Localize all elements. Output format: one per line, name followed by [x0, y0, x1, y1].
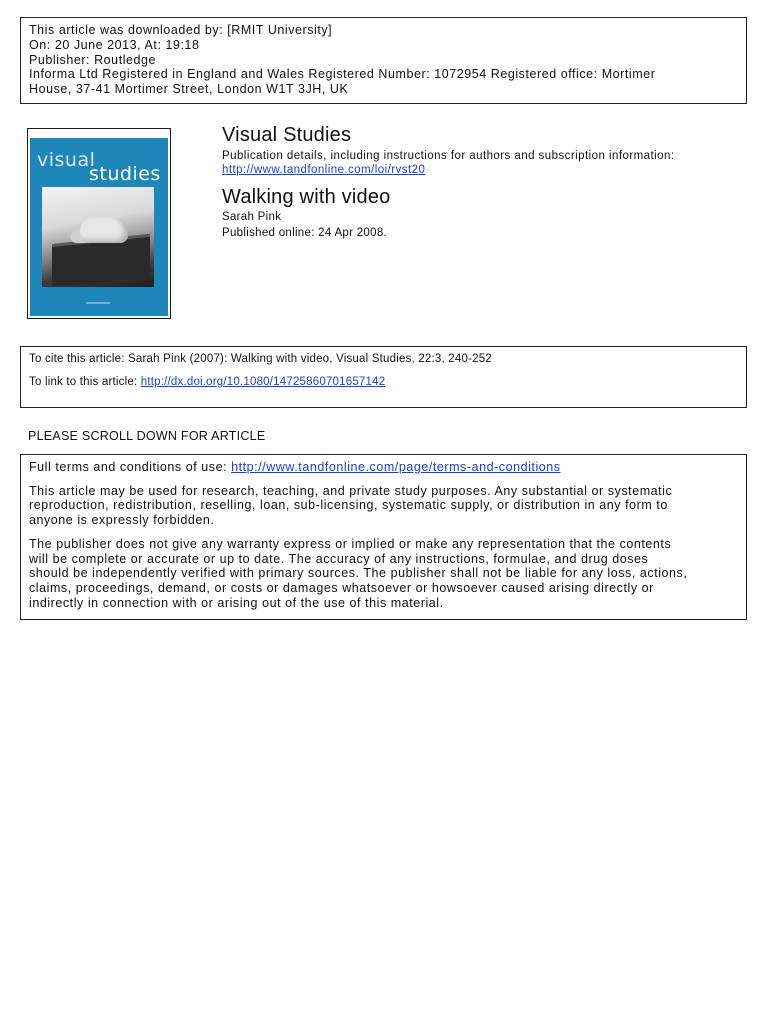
usage-line: reproduction, redistribution, reselling, loan, sub-licensing, systematic supply, or distribution in any form to	[29, 498, 668, 513]
terms-box	[20, 454, 747, 620]
download-date: On: 20 June 2013, At: 19:18	[29, 37, 200, 52]
doi-link[interactable]: http://dx.doi.org/10.1080/14725860701657142	[140, 376, 386, 388]
publisher-line: Publisher: Routledge	[29, 52, 157, 67]
cover-footer-mark	[86, 302, 110, 304]
cover-title-word-studies: studies	[89, 163, 161, 185]
download-source: This article was downloaded by: [RMIT University]	[29, 23, 333, 37]
disclaimer-line: indirectly in connection with or arising out of the use of this material.	[29, 595, 444, 610]
disclaimer-paragraph	[29, 537, 738, 611]
usage-line: This article may be used for research, teaching, and private study purposes. Any substantial or systematic	[29, 483, 673, 498]
cite-text: To cite this article: Sarah Pink (2007): Walking with video, Visual Studies, 22:3, 240-252	[29, 353, 492, 365]
link-label: To link to this article:	[29, 376, 141, 388]
publication-details: Publication details, including instructions for authors and subscription information:	[222, 150, 675, 162]
journal-cover-image	[27, 128, 171, 319]
scroll-notice: PLEASE SCROLL DOWN FOR ARTICLE	[28, 429, 266, 443]
disclaimer-line: The publisher does not give any warranty express or implied or make any representation that the contents	[29, 536, 672, 551]
disclaimer-line: will be complete or accurate or up to date. The accuracy of any instructions, formulae, and drug doses	[29, 551, 649, 566]
journal-link[interactable]: http://www.tandfonline.com/loi/rvst20	[222, 164, 426, 176]
usage-line: anyone is expressly forbidden.	[29, 513, 215, 528]
cover-photo	[42, 187, 154, 287]
published-date: Published online: 24 Apr 2008.	[222, 227, 388, 239]
link-row	[29, 375, 738, 390]
terms-label: Full terms and conditions of use:	[29, 460, 232, 474]
download-info-box	[20, 17, 747, 104]
cover-photo-hand	[80, 217, 128, 243]
usage-paragraph	[29, 484, 738, 528]
terms-row	[29, 460, 738, 475]
article-author: Sarah Pink	[222, 211, 282, 223]
journal-title: Visual Studies	[222, 124, 352, 146]
citation-box	[20, 346, 747, 408]
disclaimer-line: should be independently verified with primary sources. The publisher shall not be liable for any loss, actions,	[29, 566, 688, 581]
cover-title-word-visual: visual	[37, 149, 96, 171]
terms-link[interactable]: http://www.tandfonline.com/page/terms-and-conditions	[231, 460, 561, 474]
registration-line: Informa Ltd Registered in England and Wales Registered Number: 1072954 Registered office: Mortimer	[29, 67, 656, 82]
address-line: House, 37-41 Mortimer Street, London W1T 3JH, UK	[29, 82, 349, 97]
disclaimer-line: claims, proceedings, demand, or costs or damages whatsoever or howsoever caused arising directly or	[29, 580, 654, 595]
article-title: Walking with video	[222, 186, 391, 208]
